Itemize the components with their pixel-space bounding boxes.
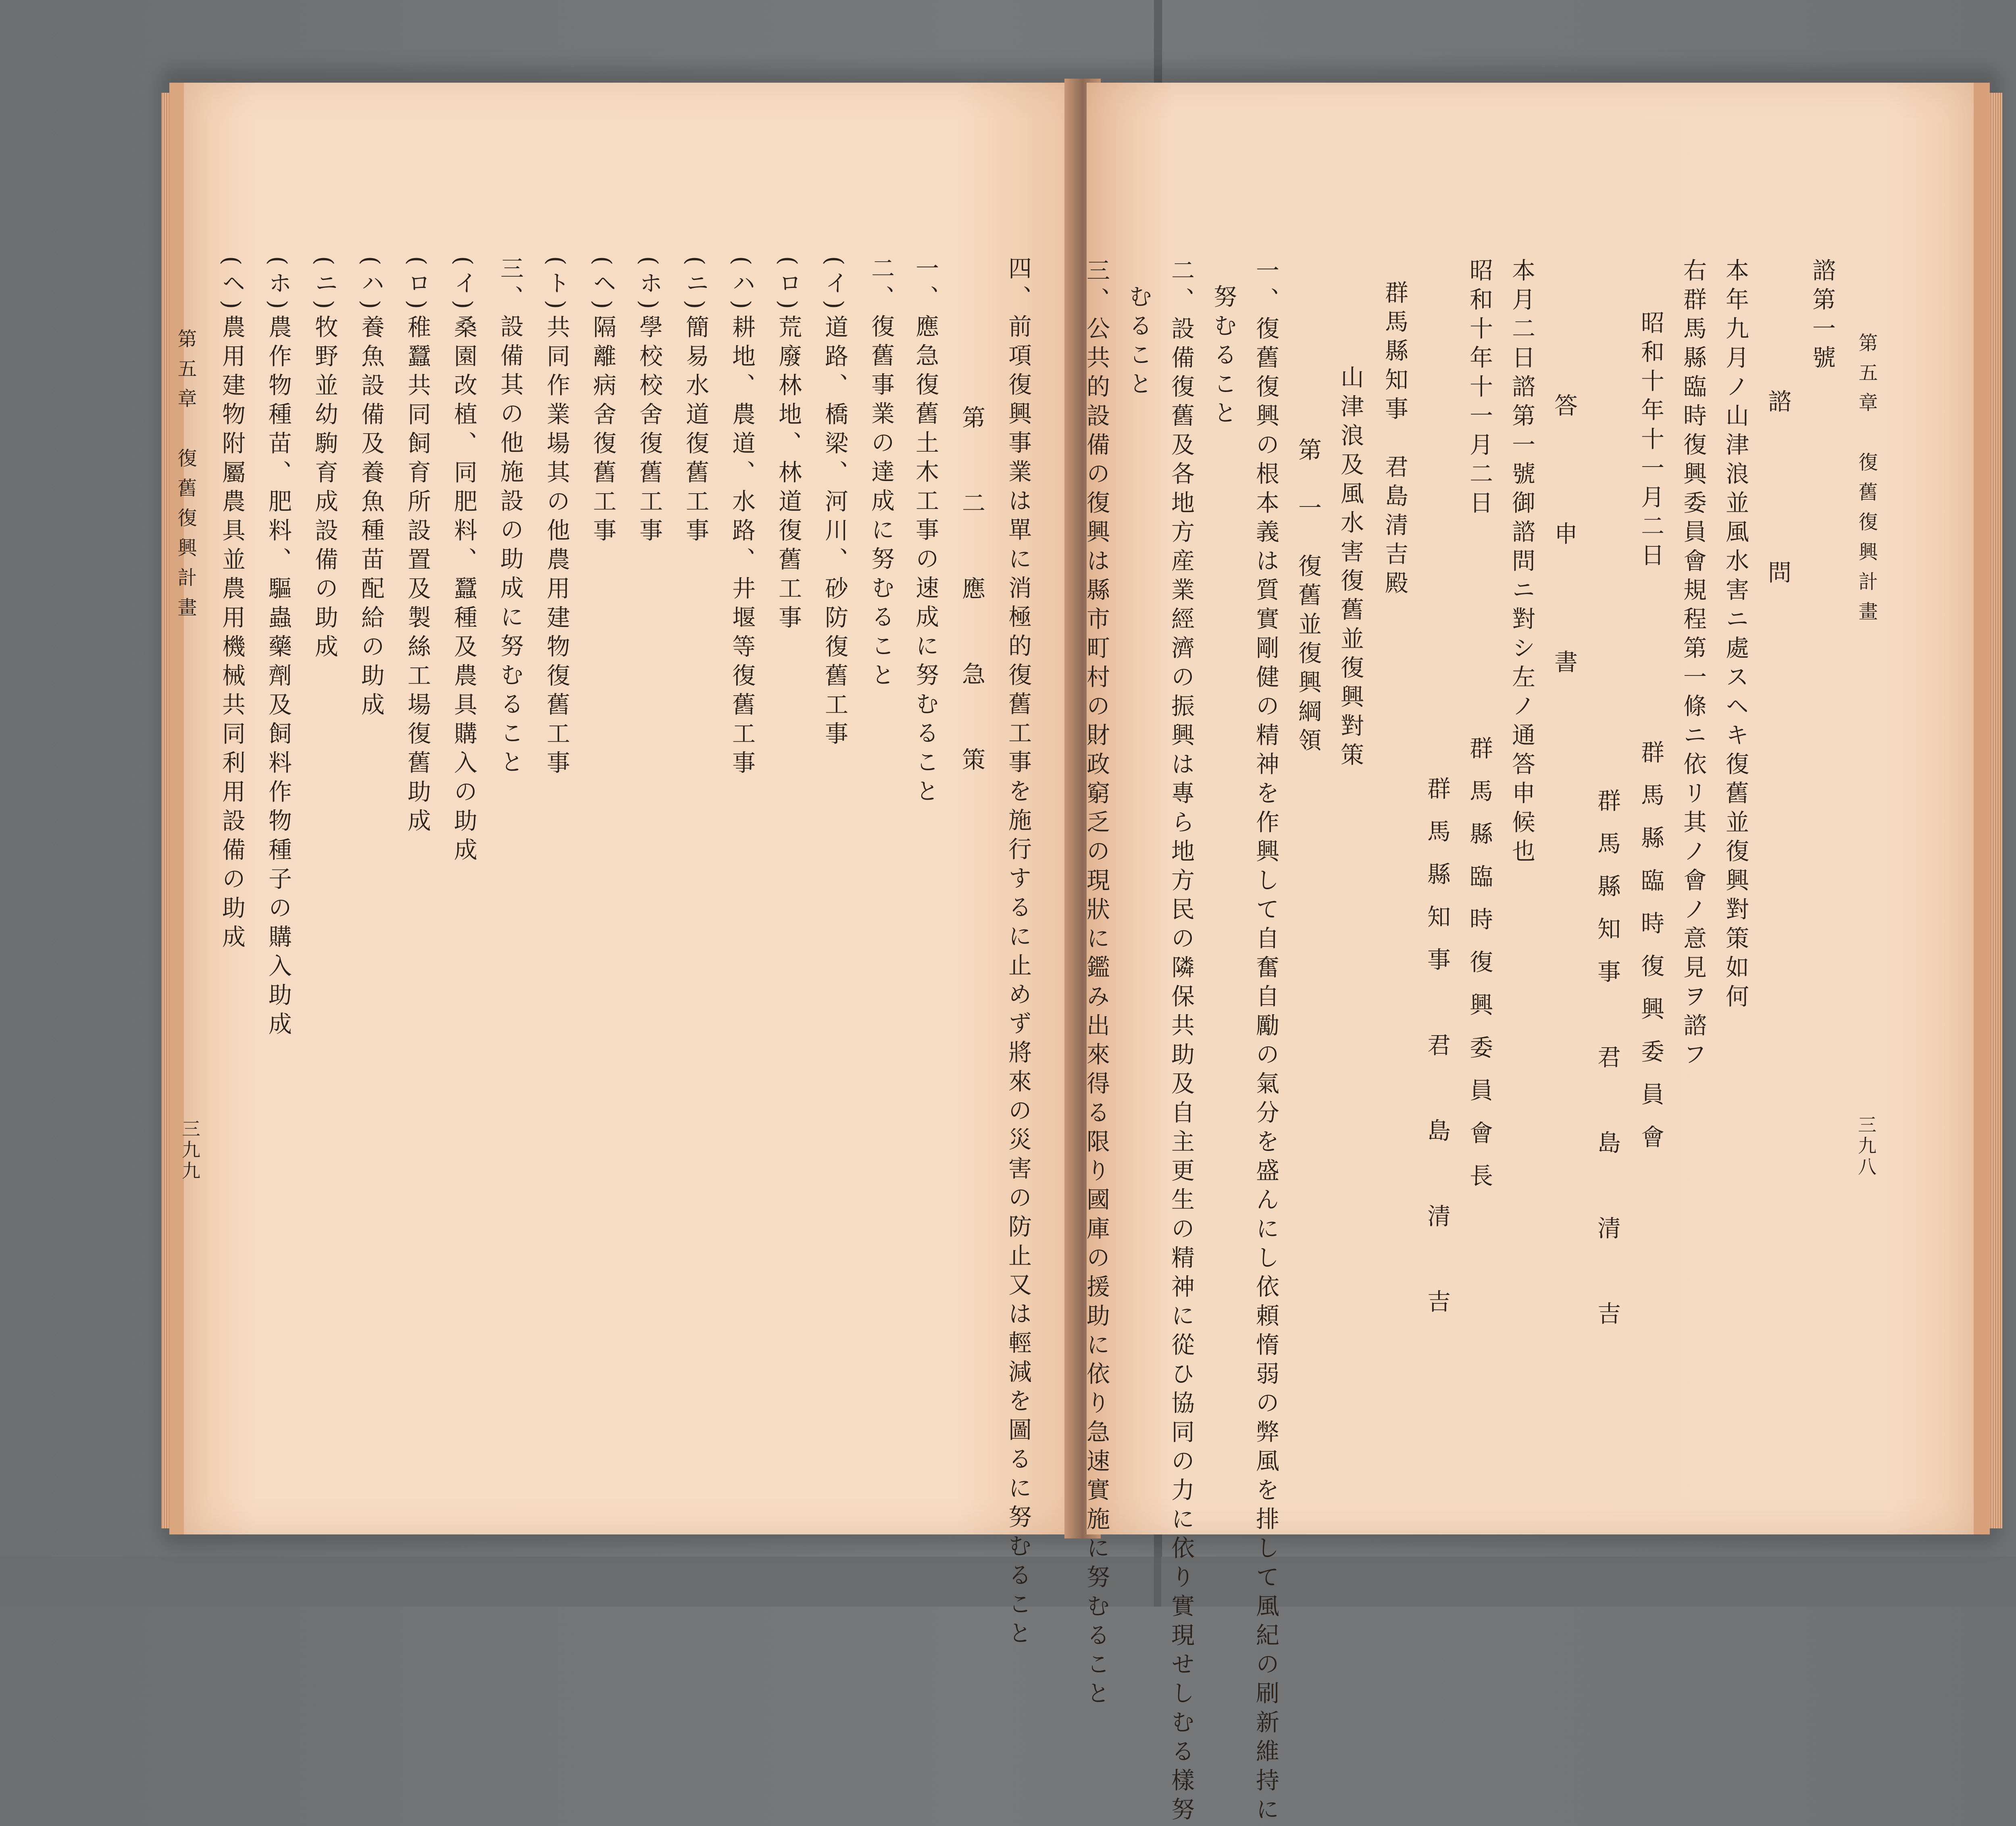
text-column: 群馬縣臨時復興委員會長: [1466, 736, 1493, 1206]
text-column: 群馬縣知事 君島清吉殿: [1381, 280, 1408, 600]
text-column: 諮第一號: [1808, 258, 1836, 374]
text-column: 昭和十年十一月二日: [1466, 258, 1493, 519]
text-column: 努むること: [1210, 284, 1237, 429]
text-column: (ロ)稚蠶共同飼育所設置及製絲工場復舊助成: [404, 256, 431, 838]
text-column: (ロ)荒廢林地、林道復舊工事: [775, 256, 802, 634]
text-column: 二、設備復舊及各地方産業經濟の振興は專ら地方民の隣保共助及自主更生の精神に從ひ協同の力に依り實現せしむる樣努: [1167, 258, 1195, 1826]
left-page: [169, 83, 1093, 1650]
page-number: 三九八: [1855, 1115, 1877, 1178]
running-head: 第五章 復舊復興計畫: [174, 329, 197, 627]
text-column: 群馬縣知事 君 島 清 吉: [1423, 776, 1451, 1332]
text-column: (イ)道路、橋梁、河川、砂防復舊工事: [821, 256, 848, 750]
text-column: 昭和十年十一月二日: [1637, 311, 1664, 572]
text-column: 本年九月ノ山津浪並風水害ニ處スヘキ復舊並復興對策如何: [1722, 258, 1749, 1013]
text-column: (ニ)簡易水道復舊工事: [682, 256, 709, 547]
text-column: (ホ)學校校舍復舊工事: [635, 256, 663, 547]
text-column: (イ)桑園改植、同肥料、蠶種及農具購入の助成: [450, 256, 477, 867]
text-column: 本月二日諮第一號御諮問ニ對シ左ノ通答申候也: [1508, 258, 1535, 868]
text-column: (ニ)牧野並幼駒育成設備の助成: [311, 256, 338, 663]
right-page-edges: [1988, 93, 2002, 1528]
text-column: 三、公共的設備の復興は縣市町村の財政窮乏の現狀に鑑み出來得る限り國庫の援助に依り急速實施に努むること: [1083, 258, 1110, 1710]
text-column: 一、復舊復興の根本義は質實剛健の精神を作興して自奮自勵の氣分を盛んにし依頼惰弱の弊風を排して風紀の刷新維持に: [1252, 258, 1279, 1826]
page-number: 三九九: [179, 1119, 201, 1182]
text-column: むること: [1125, 284, 1152, 400]
section-heading: 諮 問: [1764, 389, 1791, 603]
section-heading: 第 一 復舊並復興綱領: [1294, 438, 1322, 757]
section-heading: 答 申 書: [1550, 393, 1578, 692]
section-heading: 第 二 應 急 策: [958, 405, 985, 790]
text-column: 群馬縣臨時復興委員會: [1637, 740, 1664, 1167]
right-page: [1083, 83, 1990, 1826]
text-column: 三、設備其の他施設の助成に努むること: [496, 256, 524, 779]
text-column: (ハ)耕地、農道、水路、井堰等復舊工事: [728, 256, 756, 780]
text-column: 二、復舊事業の達成に努むること: [867, 256, 895, 692]
text-column: 四、前項復興事業は單に消極的復舊工事を施行するに止めず將來の災害の防止又は輕減を圖るに努むること: [1004, 256, 1032, 1650]
text-column: 右群馬縣臨時復興委員會規程第一條ニ依リ其ノ會ノ意見ヲ諮フ: [1679, 258, 1707, 1071]
text-column: (ハ)養魚設備及養魚種苗配給の助成: [357, 256, 385, 721]
text-column: (ホ)農作物種苗、肥料、驅蟲藥劑及飼料作物種子の購入助成: [264, 256, 292, 1041]
text-column: 一、應急復舊土木工事の速成に努むること: [912, 256, 939, 808]
text-column: (ヘ)農用建物附屬農具並農用機械共同利用設備の助成: [218, 256, 246, 954]
text-column: (ト)共同作業場其の他農用建物復舊工事: [543, 256, 570, 780]
text-column: 山津浪及風水害復舊並復興對策: [1337, 365, 1364, 771]
running-head: 第五章 復舊復興計畫: [1855, 333, 1878, 631]
text-column: 群馬縣知事 君 島 清 吉: [1593, 788, 1621, 1344]
text-column: (ヘ)隔離病舍復舊工事: [589, 256, 616, 547]
